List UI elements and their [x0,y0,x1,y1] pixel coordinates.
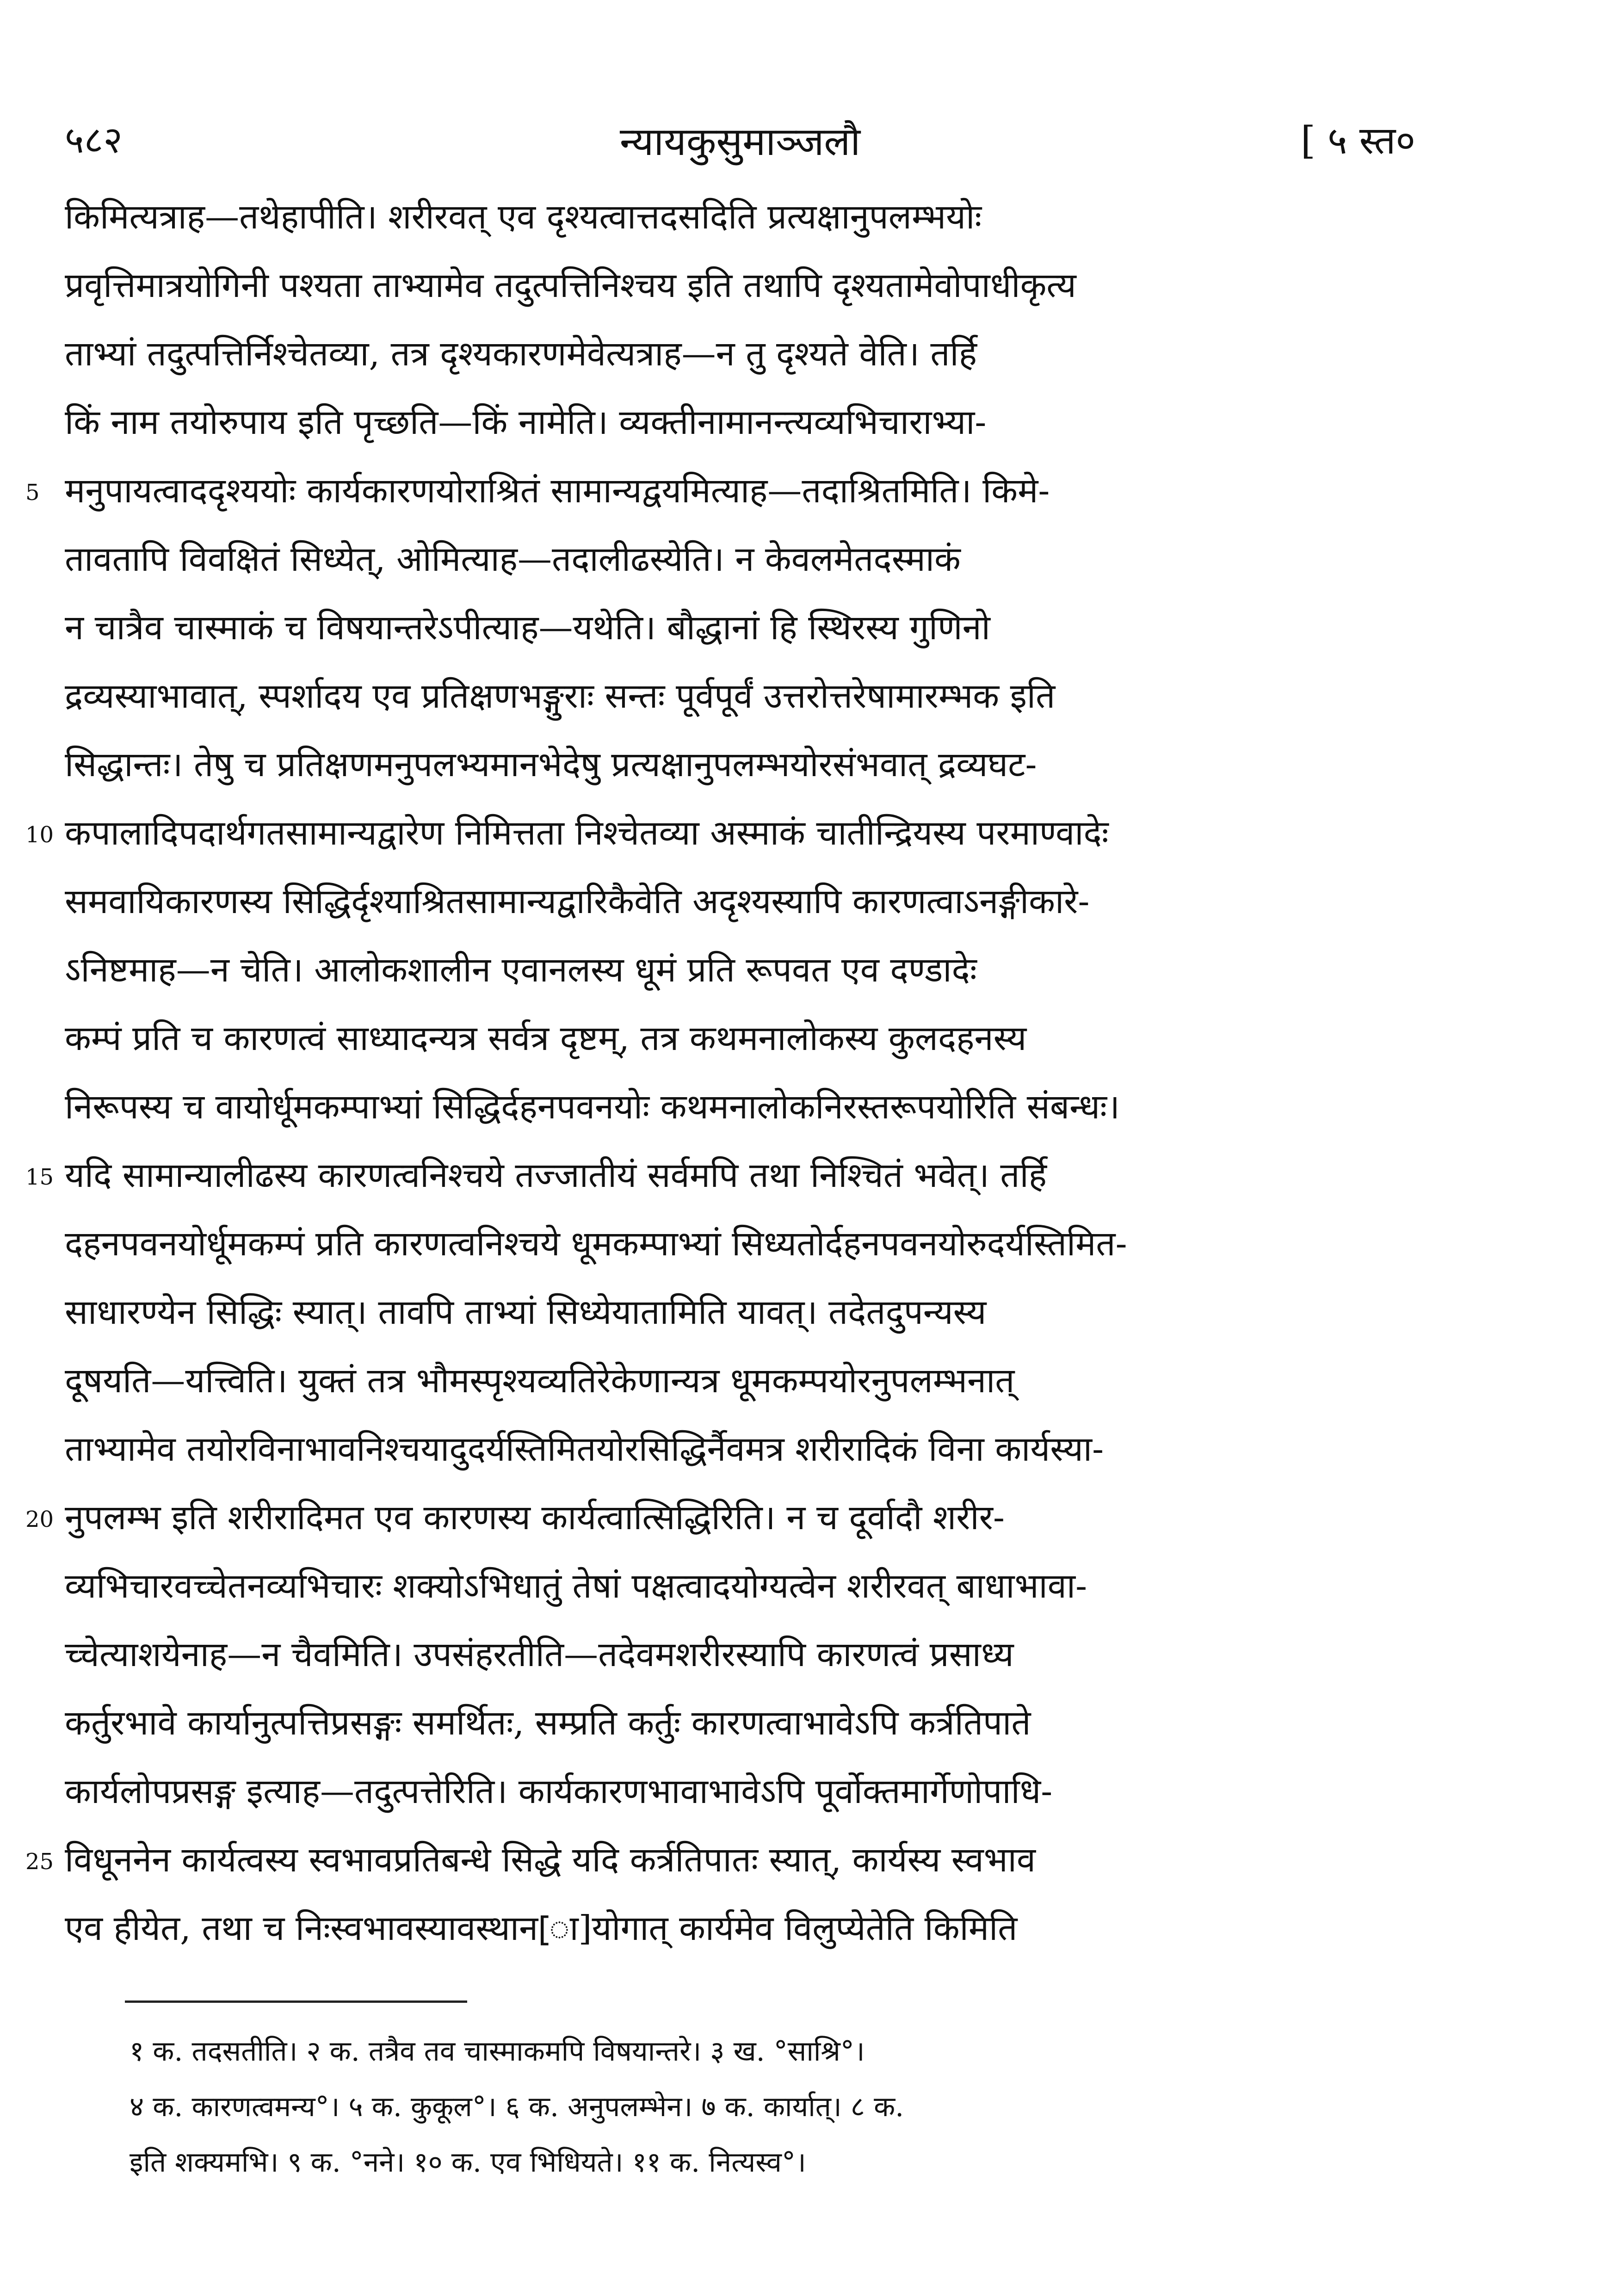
running-title: न्यायकुसुमाञ्जलौ [619,119,861,164]
line-number: 15 [25,1164,54,1190]
text-line [65,183,1429,251]
line-text: किमित्यत्राह—तथेहापीति। शरीरवत् एव दृश्यत्वात्तदसदिति प्रत्यक्षानुपलम्भयोः [65,197,982,237]
line-text: दहनपवनयोर्धूमकम्पं प्रति कारणत्वनिश्चये धूमकम्पाभ्यां सिध्यतोर्दहनपवनयोरुदर्यस्तिमित- [65,1224,1127,1264]
text-line [65,867,1429,936]
line-text: ताभ्यां तदुत्पत्तिर्निश्चेतव्या, तत्र दृश्यकारणमेवेत्यत्राह—न तु दृश्यते वेति। तर्हि [65,334,977,374]
line-text: यदि सामान्यालीढस्य कारणत्वनिश्चये तज्जातीयं सर्वमपि तथा निश्चितं भवेत्। तर्हि [65,1155,1047,1195]
body-text [25,183,1429,1963]
text-line [65,1757,1429,1826]
text-line [25,1826,1429,1894]
text-line [65,1210,1429,1278]
text-line [65,388,1429,457]
text-line [25,1483,1429,1552]
line-text: प्रवृत्तिमात्रयोगिनी पश्यता ताभ्यामेव तदुत्पत्तिनिश्चय इति तथापि दृश्यतामेवोपाधीकृत्य [65,265,1076,305]
footnote-rule [125,2000,467,2003]
text-line [25,457,1429,525]
page-header [65,113,1415,178]
line-text: न चात्रैव चास्माकं च विषयान्तरेऽपीत्याह—यथेति। बौद्धानां हि स्थिरस्य गुणिनो [65,608,990,648]
text-line [65,1346,1429,1415]
text-line [65,1415,1429,1483]
text-line [65,320,1429,388]
line-text: कपालादिपदार्थगतसामान्यद्वारेण निमित्तता निश्चेतव्या अस्माकं चातीन्द्रियस्य परमाण्वादेः [65,813,1109,853]
text-line [65,1620,1429,1689]
line-text: व्यभिचारवच्चेतनव्यभिचारः शक्योऽभिधातुं तेषां पक्षत्वादयोग्यत्वेन शरीरवत् बाधाभावा- [65,1566,1087,1606]
line-text: कम्पं प्रति च कारणत्वं साध्यादन्यत्र सर्वत्र दृष्टम्, तत्र कथमनालोकस्य कुलदहनस्य [65,1019,1027,1058]
page-number: ५८२ [65,118,123,161]
footnote-line: ४ क. कारणत्वमन्य°। ५ क. कुकूल°। ६ क. अनुपलम्भेन। ७ क. कार्यात्। ८ क. [130,2091,904,2123]
text-line [65,1894,1429,1963]
line-text: ऽनिष्टमाह—न चेति। आलोकशालीन एवानलस्य धूमं प्रति रूपवत एव दण्डादेः [65,950,977,990]
text-line [25,1141,1429,1210]
line-text: साधारण्येन सिद्धिः स्यात्। तावपि ताभ्यां सिध्येयातामिति यावत्। तदेतदुपन्यस्य [65,1292,987,1332]
line-number: 20 [25,1506,54,1532]
text-line [65,1073,1429,1141]
text-line [25,799,1429,867]
line-text: तावतापि विवक्षितं सिध्येत्, ओमित्याह—तदालीढस्येति। न केवलमेतदस्माकं [65,539,961,579]
line-text: नुपलम्भ इति शरीरादिमत एव कारणस्य कार्यत्वात्सिद्धिरिति। न च दूर्वादौ शरीर- [65,1498,1005,1537]
line-text: मनुपायत्वाददृश्ययोः कार्यकारणयोराश्रितं सामान्यद्वयमित्याह—तदाश्रितमिति। किमे- [65,471,1050,511]
footnote-line: १ क. तदसतीति। २ क. तत्रैव तव चास्माकमपि विषयान्तरे। ३ ख. °साश्रि°। [130,2035,865,2068]
line-text: निरूपस्य च वायोर्धूमकम्पाभ्यां सिद्धिर्दहनपवनयोः कथमनालोकनिरस्तरूपयोरिति संबन्धः। [65,1087,1120,1127]
text-line [65,1552,1429,1620]
text-line [65,593,1429,662]
line-text: कार्यलोपप्रसङ्ग इत्याह—तदुत्पत्तेरिति। कार्यकारणभावाभावेऽपि पूर्वोक्तमार्गेणोपाधि- [65,1772,1053,1811]
line-text: समवायिकारणस्य सिद्धिर्दृश्याश्रितसामान्यद्वारिकैवेति अदृश्यस्यापि कारणत्वाऽनङ्गीकारे- [65,882,1090,921]
text-line [65,1004,1429,1073]
line-text: च्चेत्याशयेनाह—न चैवमिति। उपसंहरतीति—तदेवमशरीरस्यापि कारणत्वं प्रसाध्य [65,1635,1014,1674]
line-text: विधूननेन कार्यत्वस्य स्वभावप्रतिबन्धे सिद्धे यदि कर्त्रतिपातः स्यात्, कार्यस्य स्वभाव [65,1840,1036,1880]
text-line [65,1689,1429,1757]
line-text: ताभ्यामेव तयोरविनाभावनिश्चयादुदर्यस्तिमितयोरसिद्धिर्नैवमत्र शरीरादिकं विना कार्यस्या- [65,1429,1104,1469]
footnotes [130,2024,1425,2190]
line-text: एव हीयेत, तथा च निःस्वभावस्यावस्थान[ा]योगात् कार्यमेव विलुप्येतेति किमिति [65,1908,1018,1948]
text-line [65,662,1429,730]
line-text: किं नाम तयोरुपाय इति पृच्छति—किं नामेति। व्यक्तीनामानन्त्यव्यभिचाराभ्या- [65,402,987,442]
line-number: 25 [25,1849,54,1875]
section-mark: [ ५ स्त० [1300,119,1415,163]
line-number: 5 [25,480,40,506]
line-text: कर्तुरभावे कार्यानुत्पत्तिप्रसङ्गः समर्थितः, सम्प्रति कर्तुः कारणत्वाभावेऽपि कर्त्रतिपाते [65,1703,1031,1743]
text-line [65,936,1429,1004]
line-number: 10 [25,822,54,848]
text-line [65,1278,1429,1346]
footnote-line: इति शक्यमभि। ९ क. °नने। १० क. एव भिधियते। ११ क. नित्यस्व°। [130,2146,806,2179]
line-text: द्रव्यस्याभावात्, स्पर्शादय एव प्रतिक्षणभङ्गुराः सन्तः पूर्वपूर्वं उत्तरोत्तरेषामारम्भक इति [65,676,1056,716]
line-text: दूषयति—यत्त्विति। युक्तं तत्र भौमस्पृश्यव्यतिरेकेणान्यत्र धूमकम्पयोरनुपलम्भनात् [65,1361,1015,1401]
text-line [65,730,1429,799]
text-line [65,251,1429,320]
line-text: सिद्धान्तः। तेषु च प्रतिक्षणमनुपलभ्यमानभेदेषु प्रत्यक्षानुपलम्भयोरसंभवात् द्रव्यघट- [65,745,1037,784]
text-line [65,525,1429,593]
